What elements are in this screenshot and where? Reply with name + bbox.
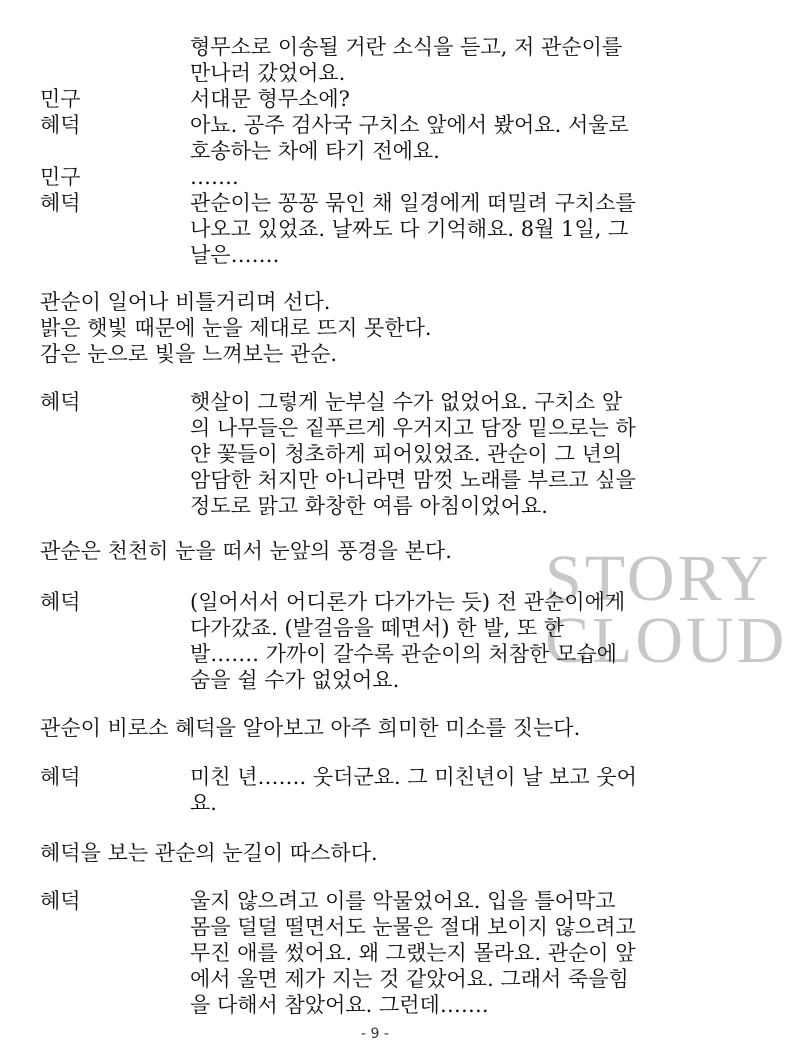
- stage-direction: 혜덕을 보는 관순의 눈길이 따스하다.: [40, 841, 378, 865]
- dialogue-text: 햇살이 그렇게 눈부실 수가 없었어요. 구치소 앞 의 나무들은 짙푸르게 우거지고 담장 밑으로는 하 얀 꽃들이 청초하게 피어있었죠. 관순이 그 년의 암담한 처지만 아니라면 맘껏 노래를 부르고 싶을 정도로 맑고 화창한 여름 아침이었어요.: [190, 390, 636, 518]
- speaker-name: 혜덕: [40, 390, 81, 414]
- dialogue-text: 아뇨. 공주 검사국 구치소 앞에서 봤어요. 서울로 호송하는 차에 타기 전에요.: [190, 113, 629, 163]
- watermark-line-1: STORY: [545, 542, 772, 615]
- speaker-name: 혜덕: [40, 889, 81, 913]
- speaker-name: 혜덕: [40, 590, 81, 614]
- dialogue-text: 관순이는 꽁꽁 묶인 채 일경에게 떠밀려 구치소를 나오고 있었죠. 날짜도 다 기억해요. 8월 1일, 그 날은…….: [190, 191, 636, 267]
- dialogue-text: 서대문 형무소에?: [190, 87, 350, 111]
- stage-direction: 관순이 비로소 혜덕을 알아보고 아주 희미한 미소를 짓는다.: [40, 716, 581, 740]
- watermark-line-2: CLOUD: [545, 604, 787, 677]
- dialogue-text: 미친 년……. 웃더군요. 그 미친년이 날 보고 웃어 요.: [190, 765, 637, 815]
- speaker-name: 민구: [40, 87, 81, 111]
- speaker-name: 민구: [40, 165, 81, 189]
- page-number: - 9 -: [361, 1026, 389, 1042]
- dialogue-text: (일어서서 어디론가 다가가는 듯) 전 관순이에게 다가갔죠. (발걸음을 떼면서) 한 발, 또 한 발……. 가까이 갈수록 관순이의 처참한 모습에 숨을 쉴 수가 없었어요.: [190, 590, 626, 692]
- speaker-name: 혜덕: [40, 113, 81, 137]
- stage-direction: 관순은 천천히 눈을 떠서 눈앞의 풍경을 본다.: [40, 539, 452, 563]
- speaker-name: 혜덕: [40, 765, 81, 789]
- dialogue-text: 울지 않으려고 이를 악물었어요. 입을 틀어막고 몸을 덜덜 떨면서도 눈물은 절대 보이지 않으려고 무진 애를 썼어요. 왜 그랬는지 몰라요. 관순이 앞 에서 울면 제가 지는 것 같았어요. 그래서 죽을힘 을 다해서 참았어요. 그런데…….: [190, 889, 636, 1017]
- stage-direction: 관순이 일어나 비틀거리며 선다. 밝은 햇빛 때문에 눈을 제대로 뜨지 못한다. 감은 눈으로 빛을 느껴보는 관순.: [40, 290, 432, 366]
- dialogue-text: 형무소로 이송될 거란 소식을 듣고, 저 관순이를 만나러 갔었어요.: [190, 35, 623, 85]
- speaker-name: 혜덕: [40, 191, 81, 215]
- dialogue-text: …….: [190, 165, 239, 189]
